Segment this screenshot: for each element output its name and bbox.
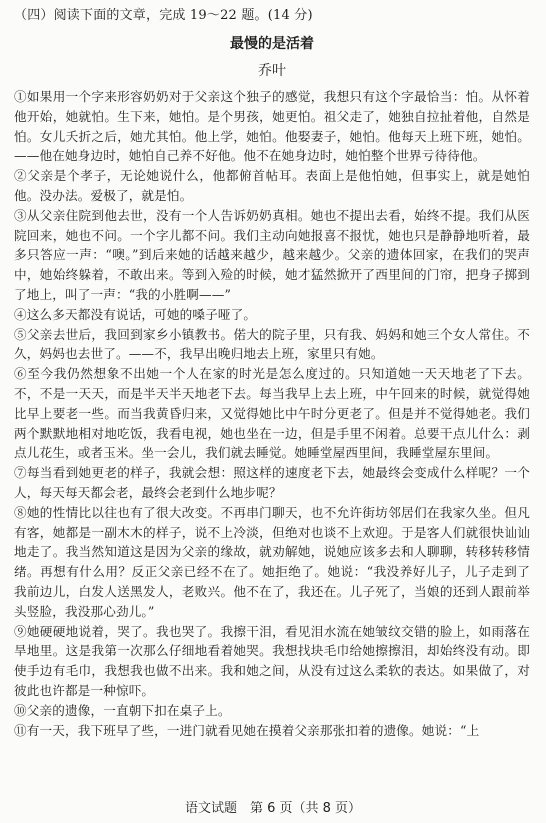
paragraph-3: ③从父亲住院到他去世，没有一个人告诉奶奶真相。她也不提出去看，始终不提。我们从医院回来，她也不问。一个字儿都不问。我们主动向她报喜不报忧，她也只是静静地听着，最多只答应一声：“噢。”到后来她的话越来越少，越来越少。父亲的遗体回家，在我们的哭声中，她始终躲着，不敢出来。等到入殓的时候，她才猛然掀开了西里间的门帘，把身子掷到了地上，叫了一声：“我的小胜啊——”	[14, 207, 530, 302]
article-body	[14, 87, 530, 740]
paragraph-11: ⑪有一天，我下班早了些，一进门就看见她在摸着父亲那张扣着的遗像。她说：“上	[14, 722, 480, 738]
article-author: 乔叶	[258, 63, 286, 79]
paragraph-4: ④这么多天都没有说话，可她的嗓子哑了。	[14, 306, 257, 322]
paragraph-5: ⑤父亲去世后，我回到家乡小镇教书。偌大的院子里，只有我、妈妈和她三个女人常住。不久，妈妈也去世了。——不，我早出晚归地去上班，家里只有她。	[14, 326, 530, 362]
paragraph-2: ②父亲是个孝子，无论她说什么，他都俯首帖耳。表面上是他怕她，但事实上，就是她怕他。没办法。爱极了，就是怕。	[14, 168, 530, 203]
paragraph-10: ⑩父亲的遗像，一直朝下扣在桌子上。	[14, 702, 231, 718]
paragraph-7: ⑦每当看到她更老的样子，我就会想：照这样的速度老下去，她最终会变成什么样呢？一个人，每天每天都会老，最终会老到什么地步呢？	[14, 465, 530, 500]
paragraph-6: ⑥至今我仍然想象不出她一个人在家的时光是怎么度过的。只知道她一天天地老了下去。不，不是一天天，而是半天半天地老下去。每当我早上去上班，中午回来的时候，就觉得她比早上要老一些。而当我黄昏归来，又觉得她比中午时分更老了。但是并不觉得她老。我们两个默默地相对地吃饭，我看电视，她也坐在一边，但是手里不闲着。总要干点儿什么：剥点儿花生，或者玉米。坐一会儿，我们就去睡觉。她睡堂屋西里间，我睡堂屋东里间。	[14, 366, 530, 461]
article-title: 最慢的是活着	[230, 36, 314, 52]
paragraph-8: ⑧她的性情比以往也有了很大改变。不再串门聊天，也不允许街坊邻居们在我家久坐。但凡有客，她都是一副木木的样子，说不上冷淡，但绝对也谈不上欢迎。于是客人们就很快讪讪地走了。我当然知道这是因为父亲的缘故，就劝解她，说她应该多去和人聊聊，转移转移情绪。再想有什么用？反正父亲已经不在了。她拒绝了。她说：“我没养好儿子，儿子走到了我前边儿，白发人送黑发人，老败兴。他不在了，我还在。儿子死了，当娘的还到人跟前举头竖脸，我没那心劲儿。”	[14, 504, 530, 619]
paragraph-9: ⑨她硬硬地说着，哭了。我也哭了。我擦干泪，看见泪水流在她皱纹交错的脸上，如雨落在旱地里。这是我第一次那么仔细地看着她哭。我想找块毛巾给她擦擦泪，却始终没有动。即使手边有毛巾，我想我也做不出来。我和她之间，从没有过这么柔软的表达。如果做了，对彼此也许都是一种惊吓。	[14, 623, 530, 698]
page-footer: 语文试题 第 6 页（共 8 页）	[184, 801, 362, 816]
paragraph-1: ①如果用一个字来形容奶奶对于父亲这个独子的感觉，我想只有这个字最恰当：怕。从怀着他开始，她就怕。生下来，她怕。是个男孩，她更怕。祖父走了，她独自拉扯着他，自然是怕。女儿夭折之后，她尤其怕。他上学，她怕。他娶妻子，她怕。他每天上班下班，她怕。——他在她身边时，她怕自己养不好他。他不在她身边时，她怕整个世界亏待待他。	[14, 89, 530, 164]
section-header: （四）阅读下面的文章，完成 19～22 题。(14 分)	[14, 8, 313, 23]
